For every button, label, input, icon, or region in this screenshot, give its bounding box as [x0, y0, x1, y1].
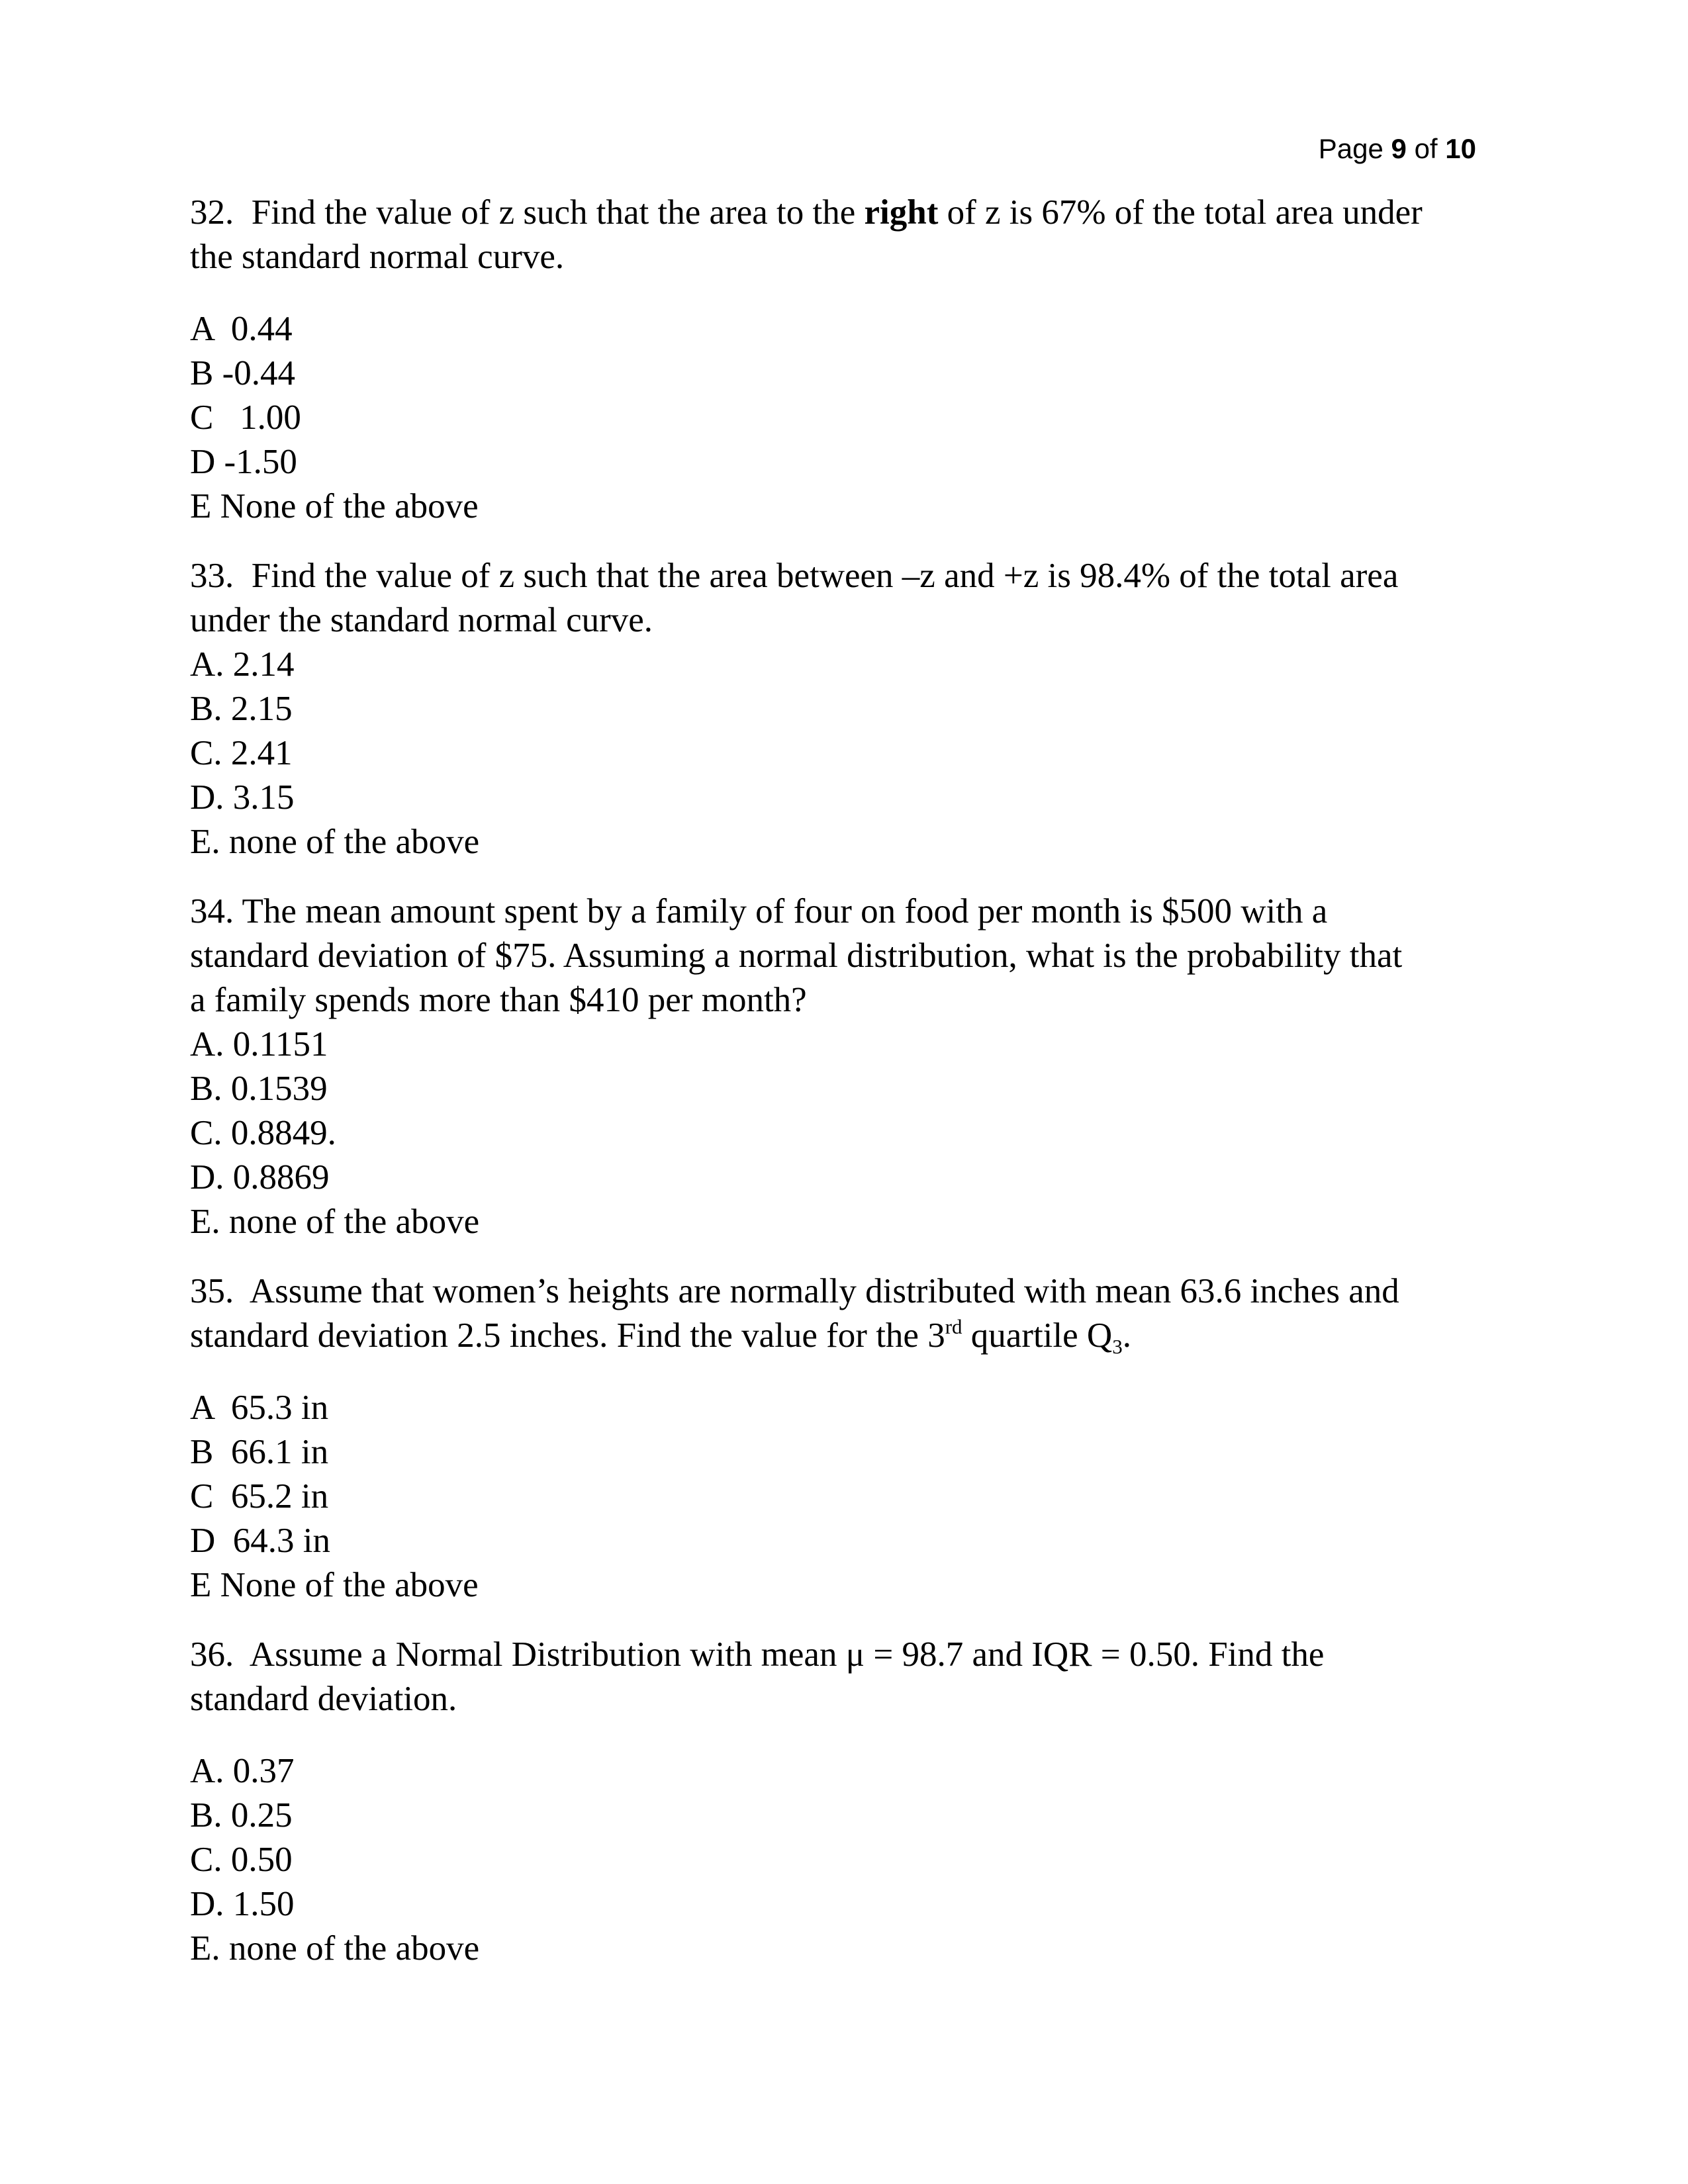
- subscript-text: 3: [1112, 1335, 1123, 1358]
- question-33-options: [190, 643, 1593, 864]
- text-segment: 35. Assume that women’s heights are normally distributed with mean 63.6 inches and: [190, 1272, 1399, 1310]
- question-35-text-line-2: [190, 1314, 1593, 1358]
- question-36-option-d: D. 1.50: [190, 1885, 295, 1923]
- question-34-option-d: D. 0.8869: [190, 1158, 330, 1197]
- question-32-option-c: C 1.00: [190, 398, 301, 437]
- question-35: [190, 1269, 1593, 1608]
- question-36-option-b: B. 0.25: [190, 1796, 293, 1835]
- question-35-option-b: B 66.1 in: [190, 1433, 329, 1471]
- question-36-text-line-1: [190, 1633, 1593, 1677]
- question-32-text: [190, 191, 1593, 279]
- question-32-text-line-1: [190, 191, 1593, 235]
- text-segment: standard deviation 2.5 inches. Find the value for the 3: [190, 1316, 945, 1355]
- text-segment: 34. The mean amount spent by a family of four on food per month is $500 with a: [190, 892, 1328, 931]
- question-32-option-e: E None of the above: [190, 487, 479, 525]
- text-segment: standard deviation.: [190, 1680, 457, 1718]
- text-segment: .: [1122, 1316, 1131, 1355]
- question-32-options: [190, 307, 1593, 529]
- question-33-option-e: E. none of the above: [190, 823, 480, 861]
- question-36: [190, 1633, 1593, 1971]
- question-36-option-c: C. 0.50: [190, 1841, 293, 1879]
- question-36-options: [190, 1749, 1593, 1971]
- question-34-text: [190, 889, 1593, 1023]
- text-segment: 32. Find the value of z such that the area to the: [190, 193, 865, 232]
- superscript-text: rd: [945, 1315, 962, 1338]
- question-32-text-line-2: [190, 235, 1593, 279]
- question-34-option-e: E. none of the above: [190, 1203, 480, 1241]
- question-33-option-a: A. 2.14: [190, 645, 295, 684]
- text-segment: 36. Assume a Normal Distribution with mean μ = 98.7 and IQR = 0.50. Find the: [190, 1635, 1325, 1674]
- question-35-option-d: D 64.3 in: [190, 1522, 330, 1560]
- question-32-option-b: B -0.44: [190, 354, 295, 392]
- text-segment: a family spends more than $410 per month?: [190, 981, 807, 1019]
- question-35-option-c: C 65.2 in: [190, 1477, 329, 1516]
- question-36-text-line-2: [190, 1677, 1593, 1721]
- question-35-option-e: E None of the above: [190, 1566, 479, 1604]
- question-34-text-line-2: [190, 934, 1593, 978]
- question-33-option-c: C. 2.41: [190, 734, 293, 772]
- question-35-options: [190, 1386, 1593, 1608]
- text-segment: the standard normal curve.: [190, 238, 565, 276]
- question-36-option-e: E. none of the above: [190, 1929, 480, 1968]
- question-36-text: [190, 1633, 1593, 1721]
- question-32: [190, 191, 1593, 529]
- question-34-text-line-1: [190, 889, 1593, 934]
- question-33-option-b: B. 2.15: [190, 690, 293, 728]
- question-34-option-a: A. 0.1151: [190, 1025, 328, 1064]
- text-segment: quartile Q: [962, 1316, 1113, 1355]
- question-33-text-line-1: [190, 554, 1593, 598]
- question-34-option-c: C. 0.8849.: [190, 1114, 336, 1152]
- page-header: [1303, 103, 1476, 164]
- question-33-text-line-2: [190, 598, 1593, 643]
- question-33-option-d: D. 3.15: [190, 778, 295, 817]
- page-header-of: of: [1406, 133, 1446, 164]
- page-total-pages: 10: [1445, 133, 1476, 164]
- question-32-option-d: D -1.50: [190, 443, 297, 481]
- question-36-option-a: A. 0.37: [190, 1752, 295, 1790]
- question-33: [190, 554, 1593, 864]
- text-segment: of z is 67% of the total area under: [938, 193, 1423, 232]
- question-34-options: [190, 1023, 1593, 1244]
- question-35-text-line-1: [190, 1269, 1593, 1314]
- question-35-option-a: A 65.3 in: [190, 1388, 329, 1427]
- question-35-text: [190, 1269, 1593, 1358]
- text-segment: under the standard normal curve.: [190, 601, 653, 639]
- page-number: 9: [1391, 133, 1407, 164]
- page-header-label: Page: [1318, 133, 1391, 164]
- bold-text: right: [864, 193, 939, 232]
- questions-list: [190, 191, 1593, 1971]
- question-32-option-a: A 0.44: [190, 310, 293, 348]
- question-34: [190, 889, 1593, 1244]
- text-segment: standard deviation of $75. Assuming a normal distribution, what is the probability that: [190, 936, 1403, 975]
- question-34-option-b: B. 0.1539: [190, 1069, 328, 1108]
- question-34-text-line-3: [190, 978, 1593, 1023]
- text-segment: 33. Find the value of z such that the area between –z and +z is 98.4% of the total area: [190, 557, 1399, 595]
- question-33-text: [190, 554, 1593, 643]
